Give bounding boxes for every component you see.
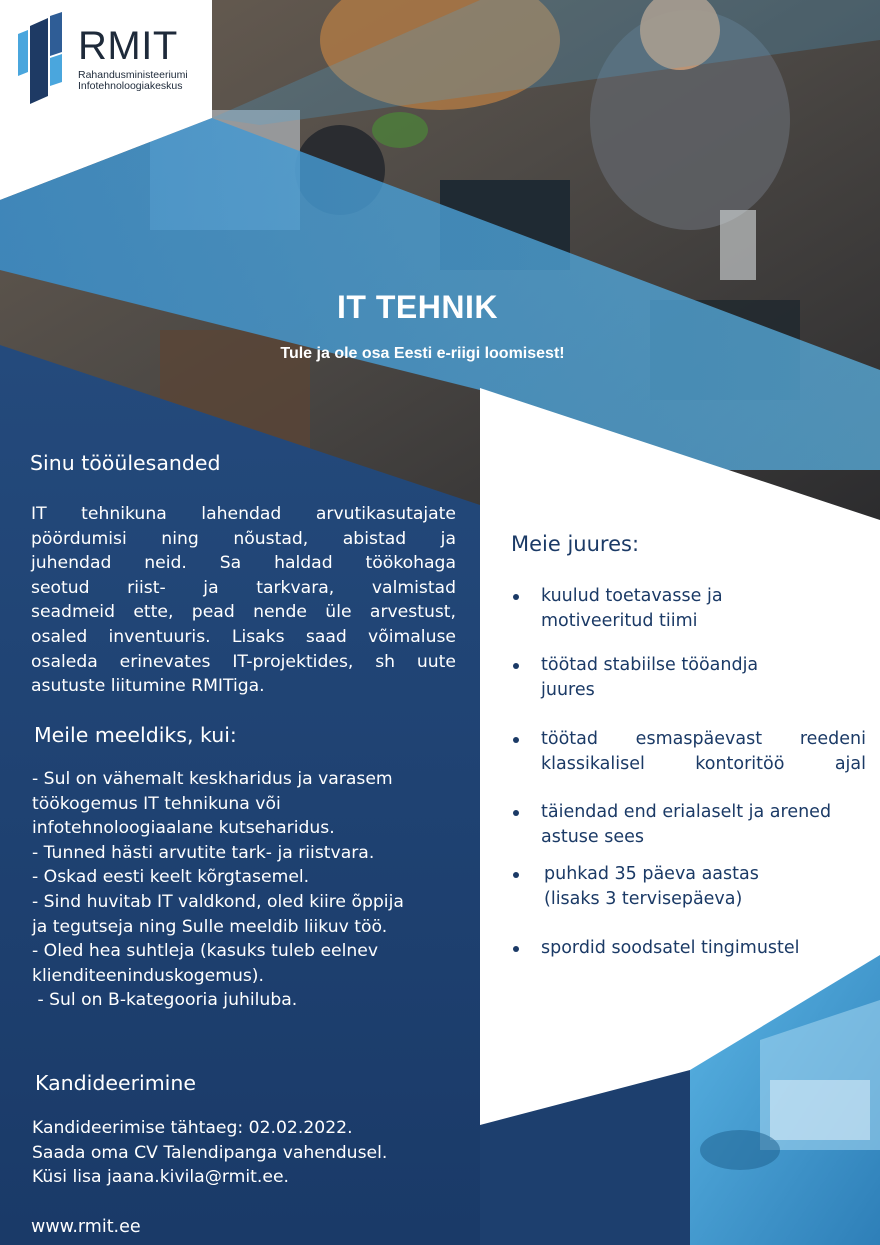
bullet-icon bbox=[513, 946, 519, 952]
tasks-heading: Sinu tööülesanded bbox=[30, 451, 221, 475]
requirements-heading: Meile meeldiks, kui: bbox=[34, 723, 237, 747]
bullet-icon bbox=[513, 810, 519, 816]
benefits-heading: Meie juures: bbox=[511, 532, 640, 556]
benefit-item: töötad stabiilse tööandja juures bbox=[541, 653, 871, 703]
apply-heading: Kandideerimine bbox=[35, 1071, 196, 1095]
job-title: IT TEHNIK bbox=[337, 289, 498, 325]
rmit-logo-mark-icon bbox=[14, 12, 66, 104]
bullet-icon bbox=[513, 594, 519, 600]
bullet-icon bbox=[513, 872, 519, 878]
tasks-text: IT tehnikuna lahendad arvutikasutajate pöördumisi ning nõustad, abistad ja juhendad neid. Sa haldad töökohaga seotud riist- ja tarkvara, valmistad seadmeid ette, pead nende üle arvestust, osaled inventuuris. Lisaks saad võimaluse osaleda erinevates IT-projektides, sh uute asutuste liitumine RMITiga. bbox=[31, 504, 456, 697]
apply-text: Kandideerimise tähtaeg: 02.02.2022. Saada oma CV Talendipanga vahendusel. Küsi lisa jaana.kivila@rmit.ee. bbox=[32, 1118, 388, 1188]
benefit-item: kuulud toetavasse ja motiveeritud tiimi bbox=[541, 584, 871, 634]
bullet-icon bbox=[513, 663, 519, 669]
benefit-item: puhkad 35 päeva aastas (lisaks 3 tervisepäeva) bbox=[544, 862, 864, 912]
job-tagline: Tule ja ole osa Eesti e-riigi loomisest! bbox=[280, 345, 565, 362]
benefit-item: spordid soodsatel tingimustel bbox=[541, 936, 871, 961]
bullet-icon bbox=[513, 737, 519, 743]
logo-wordmark: RMIT bbox=[78, 24, 178, 68]
benefit-item: täiendad end erialaselt ja arened astuse sees bbox=[541, 800, 876, 850]
benefit-item: töötad esmaspäevast reedeni klassikalisel kontoritöö ajal bbox=[541, 727, 866, 777]
rmit-logo bbox=[14, 12, 214, 107]
logo-subtitle: Rahandusministeeriumi Infotehnoloogiakeskus bbox=[78, 69, 188, 92]
requirements-text: - Sul on vähemalt keskharidus ja varasem töökogemus IT tehnikuna või infotehnoloogiaalane kutseharidus. - Tunned hästi arvutite tark- ja riistvara. - Oskad eesti keelt kõrgtasemel. - Sind huvitab IT valdkond, oled kiire õppija ja tegutseja ning Sulle meeldib liikuv töö. - Oled hea suhtleja (kasuks tuleb eelnev klienditeeninduskogemus). - Sul on B-kategooria juhiluba. bbox=[32, 769, 404, 1011]
website-link[interactable]: www.rmit.ee bbox=[31, 1217, 141, 1237]
